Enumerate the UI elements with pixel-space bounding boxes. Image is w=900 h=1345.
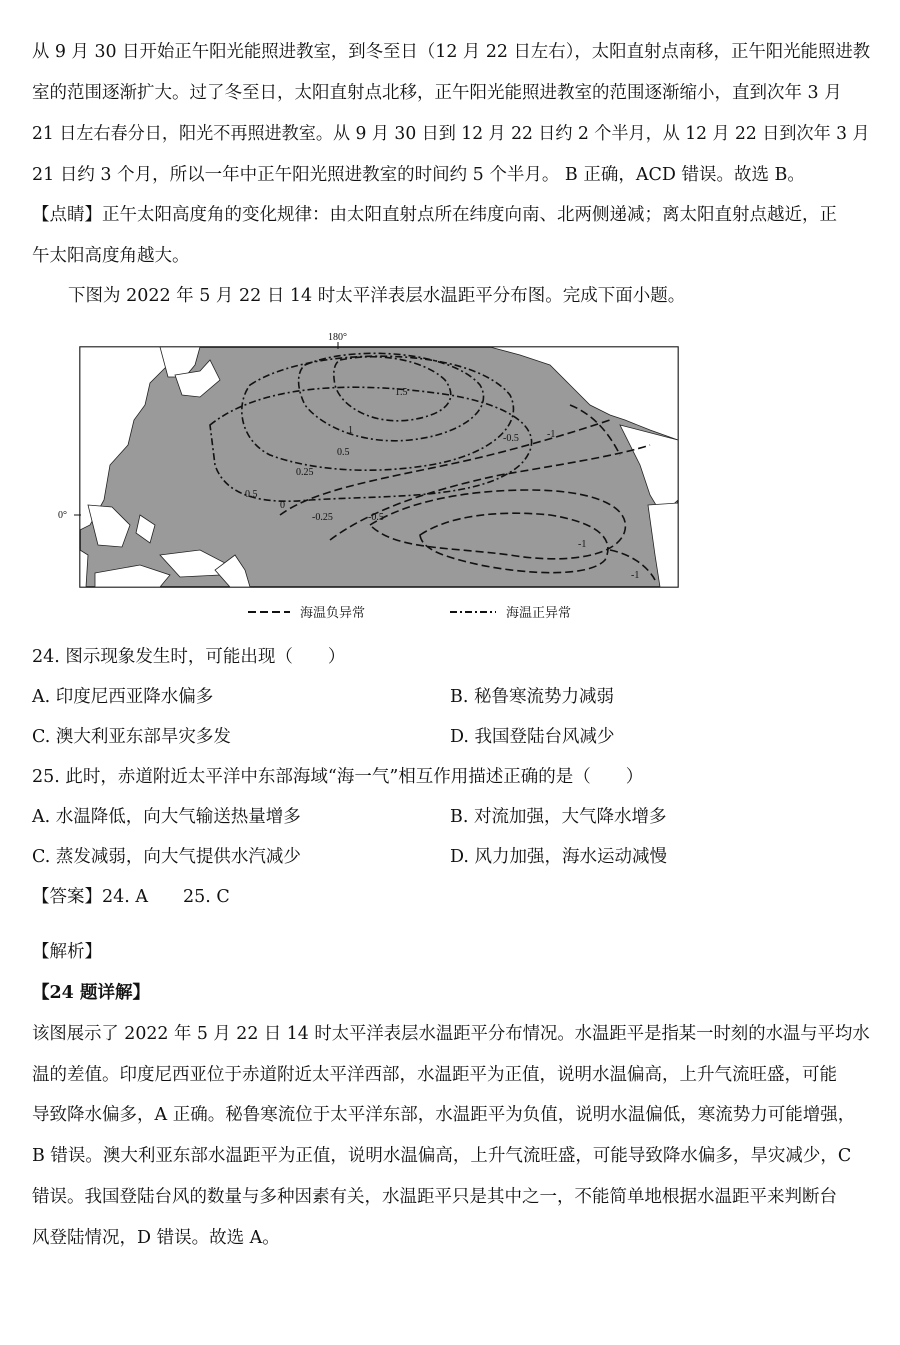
- detail-line: 温的差值。印度尼西亚位于赤道附近太平洋西部，水温距平为正值，说明水温偏高，上升气流旺盛，可能: [32, 1065, 837, 1085]
- q24-option-c: C. 澳大利亚东部旱灾多发: [32, 727, 231, 747]
- contour-label: 0.5: [245, 489, 258, 500]
- q25-stem: 25. 此时，赤道附近太平洋中东部海域“海一气”相互作用描述正确的是（ ）: [32, 767, 644, 787]
- contour-label: 1: [348, 425, 353, 436]
- figure-intro: 下图为 2022 年 5 月 22 日 14 时太平洋表层水温距平分布图。完成下面小题。: [68, 286, 686, 306]
- contour-label: -0.5: [368, 512, 384, 523]
- legend-negative-label: 海温负异常: [300, 606, 366, 621]
- legend: [248, 605, 571, 621]
- q25-option-d: D. 风力加强，海水运动减慢: [450, 847, 668, 867]
- sst-anomaly-map: [50, 325, 690, 625]
- longitude-label: 180°: [328, 332, 347, 343]
- contour-label: 1.5: [395, 387, 408, 398]
- detail-line: 风登陆情况，D 错误。故选 A。: [32, 1228, 280, 1248]
- answer-line: 【答案】24. A 25. C: [32, 887, 230, 907]
- paragraph-line: 21 日左右春分日，阳光不再照进教室。从 9 月 30 日到 12 月 22 日约 2 个半月，从 12 月 22 日到次年 3 月: [32, 124, 870, 144]
- detail-line: 该图展示了 2022 年 5 月 22 日 14 时太平洋表层水温距平分布情况。水温距平是指某一时刻的水温与平均水: [32, 1024, 870, 1044]
- latitude-label: 0°: [58, 510, 67, 521]
- contour-label: 0.5: [337, 447, 350, 458]
- analysis-label: 【解析】: [32, 942, 102, 962]
- paragraph-line: 从 9 月 30 日开始正午阳光能照进教室，到冬至日（12 月 22 日左右），太阳直射点南移，正午阳光能照进教: [32, 42, 871, 62]
- dianjing-line: 午太阳高度角越大。: [32, 246, 190, 266]
- contour-label: 0.25: [296, 467, 314, 478]
- contour-label: 0: [280, 500, 285, 511]
- contour-label: -1: [547, 429, 556, 440]
- q24-option-d: D. 我国登陆台风减少: [450, 727, 615, 747]
- detail-label: 【24 题详解】: [32, 983, 150, 1003]
- paragraph-line: 21 日约 3 个月，所以一年中正午阳光照进教室的时间约 5 个半月。 B 正确，ACD 错误。故选 B。: [32, 165, 805, 185]
- contour-label: -0.5: [503, 433, 519, 444]
- dianjing-line: 【点睛】正午太阳高度角的变化规律：由太阳直射点所在纬度向南、北两侧递减；离太阳直射点越近，正: [32, 205, 837, 225]
- q24-option-b: B. 秘鲁寒流势力减弱: [450, 687, 614, 707]
- contour-label: -0.25: [312, 512, 333, 523]
- detail-line: B 错误。澳大利亚东部水温距平为正值，说明水温偏高，上升气流旺盛，可能导致降水偏多，旱灾减少，C: [32, 1146, 852, 1166]
- contour-label: -1: [631, 570, 640, 581]
- q25-option-c: C. 蒸发减弱，向大气提供水汽减少: [32, 847, 301, 867]
- q25-option-a: A. 水温降低，向大气输送热量增多: [32, 807, 301, 827]
- q24-stem: 24. 图示现象发生时，可能出现（ ）: [32, 647, 346, 667]
- legend-positive-label: 海温正异常: [506, 606, 572, 621]
- contour-label: -1: [578, 539, 587, 550]
- paragraph-line: 室的范围逐渐扩大。过了冬至日，太阳直射点北移，正午阳光能照进教室的范围逐渐缩小，直到次年 3 月: [32, 83, 842, 103]
- detail-line: 错误。我国登陆台风的数量与多种因素有关，水温距平只是其中之一，不能简单地根据水温距平来判断台: [32, 1187, 837, 1207]
- q24-option-a: A. 印度尼西亚降水偏多: [32, 687, 214, 707]
- detail-line: 导致降水偏多，A 正确。秘鲁寒流位于太平洋东部，水温距平为负值，说明水温偏低，寒流势力可能增强，: [32, 1105, 856, 1125]
- q25-option-b: B. 对流加强，大气降水增多: [450, 807, 667, 827]
